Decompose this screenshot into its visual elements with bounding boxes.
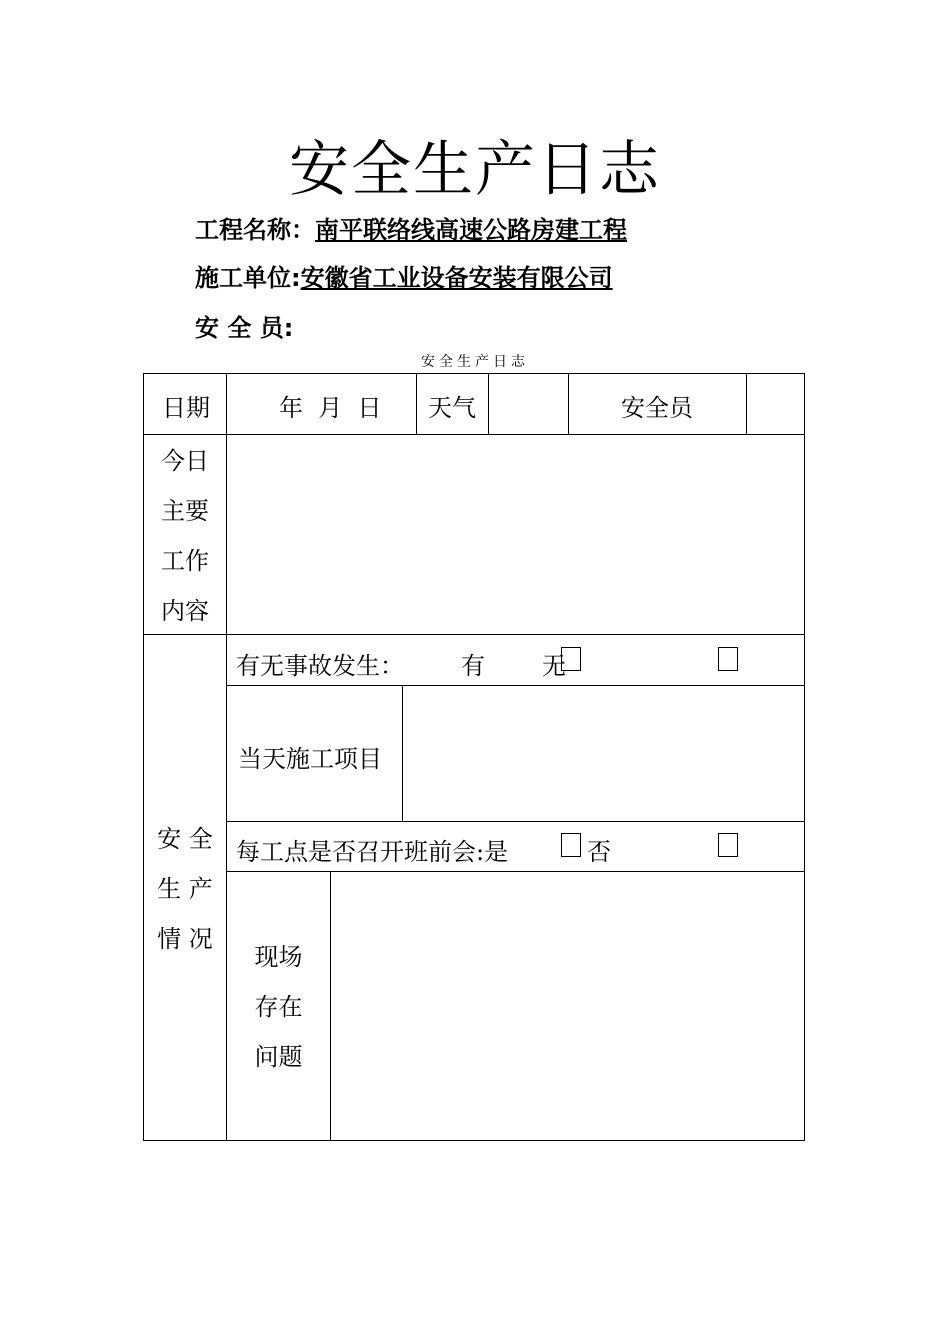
today-project-label: 当天施工项目	[238, 745, 382, 773]
table-divider	[143, 634, 805, 635]
page-title: 安全生产日志	[289, 135, 661, 205]
accident-no-checkbox[interactable]	[718, 647, 738, 671]
construction-unit-value: 安徽省工业设备安装有限公司	[300, 264, 613, 292]
meeting-no-label: 否	[587, 838, 611, 866]
safety-officer-header: 安全员	[621, 394, 693, 422]
table-divider	[226, 821, 805, 822]
meeting-no-checkbox[interactable]	[718, 833, 738, 857]
onsite-issues-field[interactable]	[331, 872, 804, 1140]
project-name-row	[195, 210, 627, 245]
accident-yes-label: 有	[461, 652, 485, 680]
weather-label: 天气	[428, 394, 476, 422]
project-name-label: 工程名称：	[195, 216, 315, 244]
meeting-question: 每工点是否召开班前会:是	[236, 838, 509, 866]
table-border-top	[143, 373, 805, 374]
weather-value-field[interactable]	[489, 374, 568, 434]
onsite-issues-label: 现场 存在 问题	[254, 943, 303, 1071]
table-divider	[416, 373, 417, 434]
accident-no-label: 无	[542, 652, 566, 680]
today-project-field[interactable]	[403, 686, 804, 821]
accident-question: 有无事故发生：	[236, 652, 404, 680]
safety-status-label: 安 全 生 产 情 况	[157, 825, 213, 953]
safety-officer-value-field[interactable]	[747, 374, 804, 434]
table-border-bottom	[143, 1140, 805, 1141]
accident-yes-checkbox[interactable]	[561, 647, 581, 671]
work-content-field[interactable]	[227, 435, 804, 634]
table-caption: 安全生产日志	[421, 354, 529, 370]
safety-officer-label: 安 全 员:	[195, 314, 294, 342]
project-name-value: 南平联络线高速公路房建工程	[315, 216, 627, 244]
table-divider	[568, 373, 569, 434]
construction-unit-label: 施工单位:	[195, 264, 301, 292]
date-value: 年 月 日	[279, 394, 382, 422]
table-border-right	[804, 373, 805, 1141]
construction-unit-row	[195, 258, 613, 293]
date-label: 日期	[162, 394, 210, 422]
work-content-label: 今日 主要 工作 内容	[161, 447, 209, 625]
meeting-yes-checkbox[interactable]	[561, 833, 581, 857]
